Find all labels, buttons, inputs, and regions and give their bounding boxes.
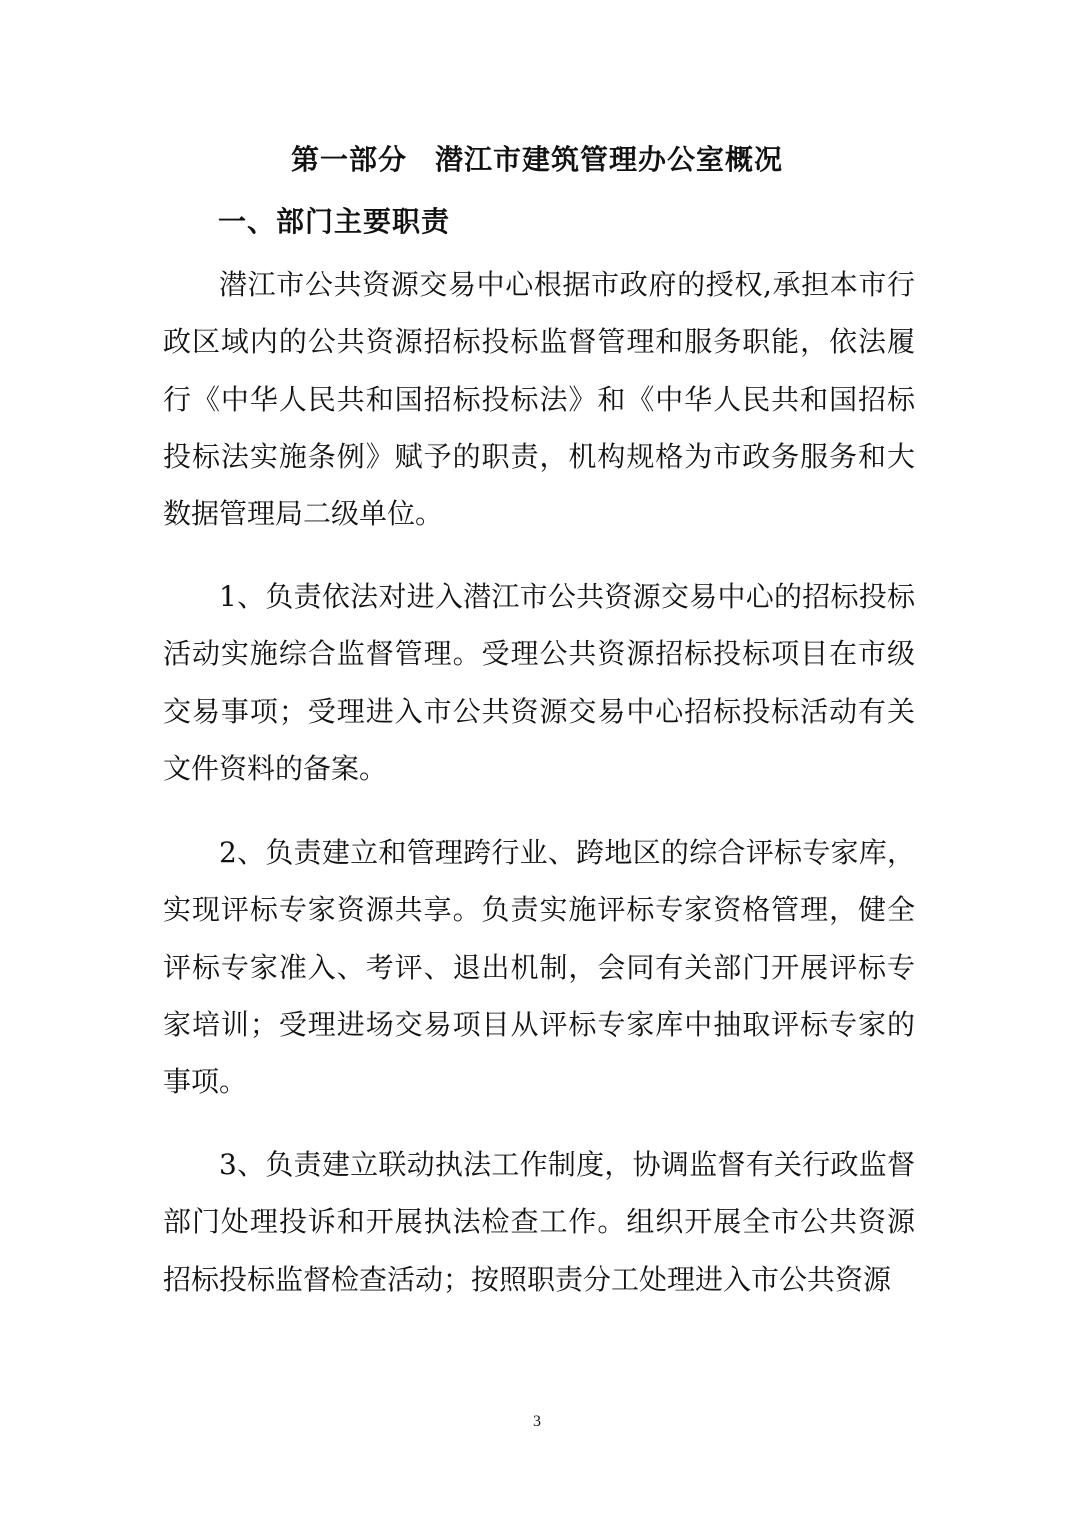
page-title bbox=[0, 140, 1074, 180]
title-name: 潜江市建筑管理办公室概况 bbox=[435, 143, 784, 176]
section-heading: 一、部门主要职责 bbox=[218, 205, 451, 238]
paragraph-duty-1: 1、负责依法对进入潜江市公共资源交易中心的招标投标活动实施综合监督管理。受理公共资源招标投标项目在市级交易事项；受理进入市公共资源交易中心招标投标活动有关文件资料的备案。 bbox=[163, 580, 915, 785]
page-number: 3 bbox=[533, 1413, 541, 1430]
paragraph-duty-3: 3、负责建立联动执法工作制度，协调监督有关行政监督部门处理投诉和开展执法检查工作。组织开展全市公共资源招标投标监督检查活动；按照职责分工处理进入市公共资源 bbox=[163, 1148, 915, 1296]
paragraph-duty-2: 2、负责建立和管理跨行业、跨地区的综合评标专家库，实现评标专家资源共享。负责实施评标专家资格管理，健全评标专家准入、考评、退出机制，会同有关部门开展评标专家培训；受理进场交易项目从评标专家库中抽取评标专家的事项。 bbox=[163, 836, 915, 1099]
title-part: 第一部分 bbox=[290, 143, 407, 176]
paragraph-intro: 潜江市公共资源交易中心根据市政府的授权,承担本市行政区域内的公共资源招标投标监督管理和服务职能，依法履行《中华人民共和国招标投标法》和《中华人民共和国招标投标法实施条例》赋予的职责，机构规格为市政务服务和大数据管理局二级单位。 bbox=[163, 268, 915, 531]
